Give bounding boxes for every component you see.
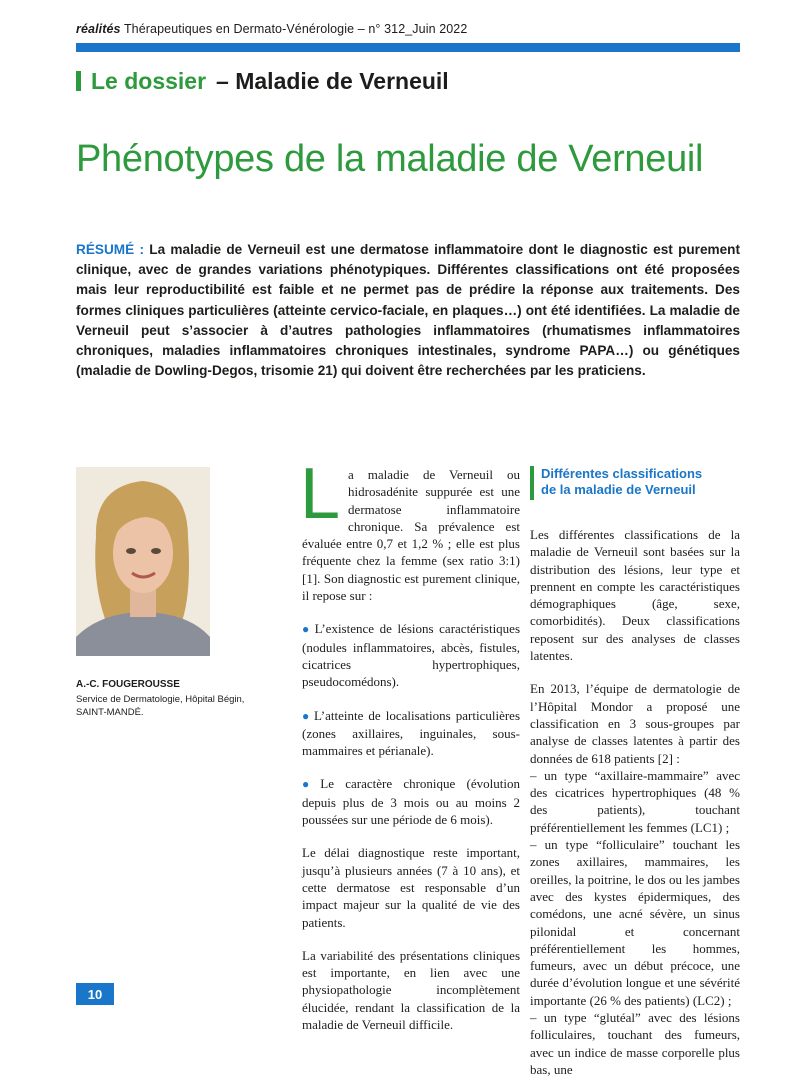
intro-paragraph bbox=[300, 454, 520, 604]
rubric-topic: – Maladie de Verneuil bbox=[216, 67, 449, 94]
intro-text: a maladie de Verneuil ou hidrosadénite suppurée est une dermatose inflammatoire chronique. Sa prévalence est évaluée entre 0,7 et 1,2 % ; elle est plus fréquente chez la femme (sex ratio 3:1) [1]. Son diagnostic est purement clinique, il repose sur : bbox=[302, 467, 520, 604]
bullet-dot-icon: ● bbox=[302, 777, 318, 792]
section-heading bbox=[530, 466, 740, 500]
rubric bbox=[76, 66, 449, 96]
header-rule bbox=[76, 43, 740, 52]
classification-item: – un type “folliculaire” touchant les zones axillaires, mammaires, les oreilles, la poitrine, le dos ou les jambes avec des kystes épidermiques, des comédons, une acné sévère, un sinus pilonidal et concernant préférentiellement les hommes, fumeurs, avec un début précoce, une durée d’évolution longue et une sévérité importante (26 % des patients) (LC2) ; bbox=[530, 837, 740, 1008]
rubric-bar bbox=[76, 71, 81, 91]
journal-issue: Thérapeutiques en Dermato-Vénérologie – n° 312_Juin 2022 bbox=[120, 22, 468, 36]
body-paragraph: En 2013, l’équipe de dermatologie de l’Hôpital Mondor a proposé une classification en 3 sous-groupes par analyse de classes latentes à partir des données de 618 patients [2] : – un type “axillaire-mammaire” avec des cicatrices hypertrophiques (48 % des patients), touchant préférentiellement les femmes (LC1) ; – un type “folliculaire” touchant les zones axillaires, mammaires, les oreilles, la poitrine, le dos ou les jambes avec des kystes épidermiques, des comédons, une acné sévère, un sinus pilonidal et concernant préférentiellement les hommes, fumeurs, avec un début précoce, une durée d’évolution longue et une sévérité importante (26 % des patients) (LC2) ; – un type “glutéal” avec des lésions folliculaires, touchant des fumeurs, avec un indice de masse corporelle plus bas, une bbox=[530, 681, 740, 1077]
body-paragraph: Les différentes classifications de la maladie de Verneuil sont basées sur la distribution des lésions, leur type et prennent en compte les caractéristiques démographiques (âge, sexe, comorbidités). Deux classifications reposent sur des analyses de classes latentes. bbox=[530, 527, 740, 664]
drop-cap: L bbox=[300, 454, 341, 534]
author-affiliation: Service de Dermatologie, Hôpital Bégin, SAINT-MANDÉ. bbox=[76, 694, 245, 718]
author-portrait-image bbox=[76, 467, 210, 656]
author-photo bbox=[76, 467, 210, 656]
section-heading-line: Différentes classifications bbox=[541, 466, 703, 481]
bullet-item: ● Le caractère chronique (évolution depuis plus de 3 mois ou au moins 2 poussées sur une période de 6 mois). bbox=[302, 776, 520, 828]
article-title: Phénotypes de la maladie de Verneuil bbox=[76, 138, 704, 180]
section-heading-line: de la maladie de Verneuil bbox=[541, 482, 696, 497]
bullet-dot-icon: ● bbox=[302, 622, 312, 637]
bullet-item: ● L’existence de lésions caractéristiques (nodules inflammatoires, abcès, fistules, cicatrices hypertrophiques, pseudocomédons). bbox=[302, 621, 521, 690]
bullet-dot-icon: ● bbox=[302, 708, 312, 723]
author-block bbox=[76, 678, 266, 719]
classification-item: – un type “glutéal” avec des lésions folliculaires, touchant des fumeurs, avec un indice de masse corporelle plus bas, une bbox=[530, 1010, 740, 1077]
classification-item: – un type “axillaire-mammaire” avec des cicatrices hypertrophiques (48 % des patients), touchant préférentiellement les femmes (LC1) ; bbox=[530, 767, 740, 835]
abstract-text: La maladie de Verneuil est une dermatose inflammatoire dont le diagnostic est purement clinique, avec de grandes variations phénotypiques. Différentes classifications ont été proposées mais leur reproductibilité est faible et ne permet pas de prédire la réponse aux traitements. Des formes cliniques particulières (atteinte cervico-faciale, en plaques…) ont été identifiées. La maladie de Verneuil peut s’associer à d’autres pathologies inflammatoires (rhumatismes inflammatoires chroniques, maladies inflammatoires chroniques intestinales, syndrome PAPA…) ou génétiques (maladie de Dowling-Degos, trisomie 21) qui doivent être recherchées par les praticiens. bbox=[76, 242, 741, 379]
bullet-item: ● L’atteinte de localisations particulières (zones axillaires, inguinales, sous-mammaires et périanale). bbox=[302, 707, 520, 759]
column-middle bbox=[300, 454, 521, 1049]
body-paragraph: La variabilité des présentations cliniques est importante, en lien avec une physiopathologie incomplètement élucidée, rendant la classification de la maladie de Verneuil difficile. bbox=[302, 947, 520, 1033]
abstract-label: RÉSUMÉ : bbox=[76, 242, 144, 257]
section-heading-bar bbox=[530, 466, 534, 500]
page-number: 10 bbox=[76, 983, 114, 1005]
author-name: A.-C. FOUGEROUSSE bbox=[76, 679, 180, 690]
running-head bbox=[76, 22, 740, 36]
rubric-section: Le dossier bbox=[91, 67, 207, 94]
column-right bbox=[530, 466, 740, 1078]
journal-brand: réalités bbox=[76, 22, 121, 36]
abstract bbox=[76, 240, 740, 381]
body-paragraph: Le délai diagnostique reste important, jusqu’à plusieurs années (7 à 10 ans), et cette dermatose est responsable d’un impact majeur sur la qualité de vie des patients. bbox=[302, 845, 520, 930]
